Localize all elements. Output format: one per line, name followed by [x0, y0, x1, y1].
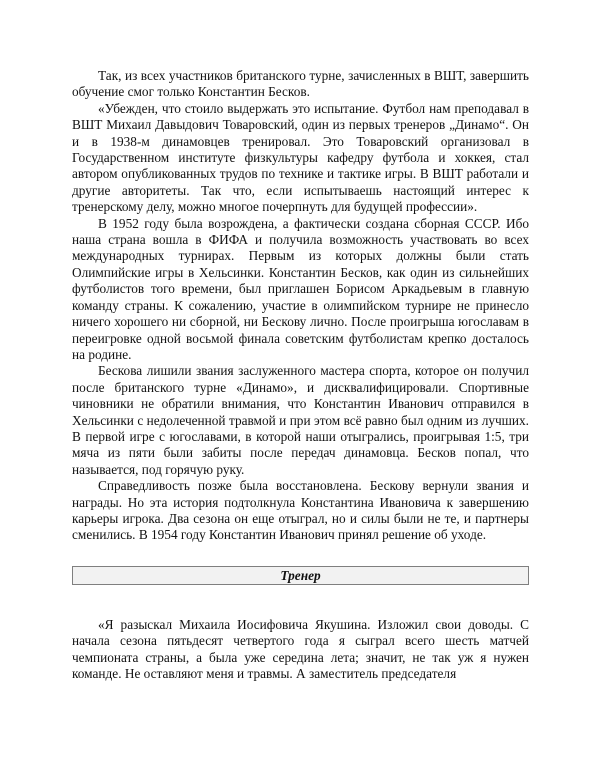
- paragraph-2: «Убежден, что стоило выдержать это испытание. Футбол нам преподавал в ВШТ Михаил Давыдович Товаровский, один из первых тренеров „Динамо“. Он и в 1938-м динамовцев тренировал. Это Товаровский организовал в Государственном институте физкультуры кафедру футбола и хоккея, стал автором опубликованных трудов по технике и тактике игры. В ВШТ работали и другие авторитеты. Так что, если испытываешь настоящий интерес к тренерскому делу, можно многое почерпнуть для будущей профессии».: [72, 100, 529, 215]
- paragraph-3: В 1952 году была возрождена, а фактически создана сборная СССР. Ибо наша страна вошла в ФИФА и получила возможность участвовать во всех международных турнирах. Первым из которых должны были стать Олимпийские игры в Хельсинки. Константин Бесков, как один из сильнейших футболистов того времени, был приглашен Борисом Аркадьевым в главную команду страны. К сожалению, участие в олимпийском турнире не принесло ничего хорошего ни сборной, ни Бескову лично. После проигрыша югославам в переигровке одной восьмой финала советским футболистам крепко досталось на родине.: [72, 215, 529, 362]
- document-page: [72, 68, 529, 682]
- section-paragraph-1: «Я разыскал Михаила Иосифовича Якушина. Изложил свои доводы. С начала сезона пятьдесят четвертого года я сыграл всего шесть матчей чемпионата страны, а была уже середина лета; значит, не так уж я нужен команде. Не оставляют меня и травмы. А заместитель председателя: [72, 616, 529, 681]
- paragraph-1: Так, из всех участников британского турне, зачисленных в ВШТ, завершить обучение смог только Константин Бесков.: [72, 68, 529, 100]
- paragraph-5: Справедливость позже была восстановлена. Бескову вернули звания и награды. Но эта история подтолкнула Константина Ивановича к завершению карьеры игрока. Два сезона он еще отыграл, но и силы были не те, и партнеры сменились. В 1954 году Константин Иванович принял решение об уходе.: [72, 478, 529, 543]
- paragraph-4: Бескова лишили звания заслуженного мастера спорта, которое он получил после британского турне «Динамо», и дисквалифицировали. Спортивные чиновники не обратили внимания, что Константин Иванович отправился в Хельсинки с недолеченной травмой и при этом всё равно был одним из лучших. В первой игре с югославами, в которой наши отыгрались, проигрывая 1:5, три мяча из пяти были забиты после передач динамовца. Бесков попал, что называется, под горячую руку.: [72, 363, 529, 477]
- section-heading: Тренер: [72, 566, 529, 585]
